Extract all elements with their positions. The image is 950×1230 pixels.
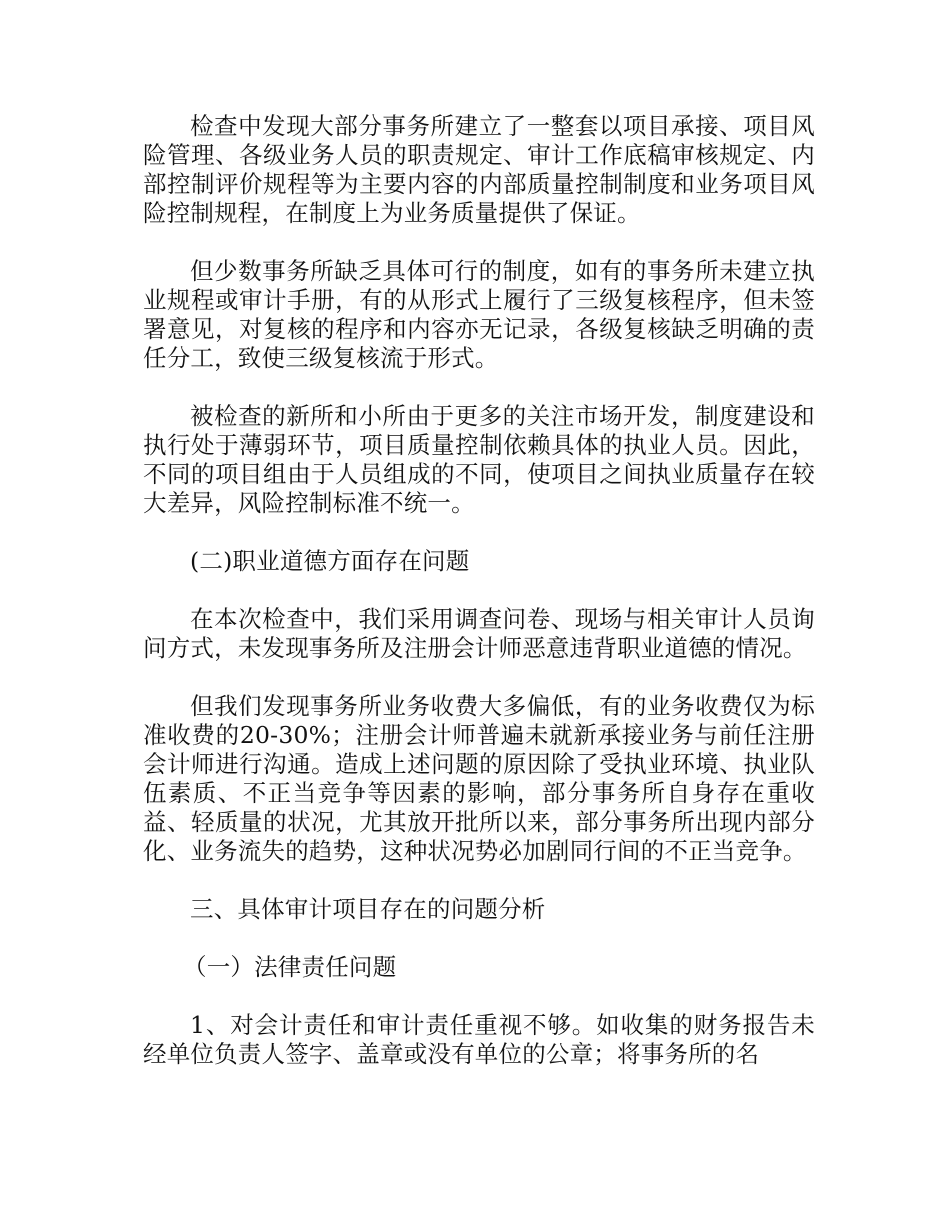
section-heading-ethics: (二)职业道德方面存在问题: [190, 547, 470, 575]
paragraph-quality-control-system: 检查中发现大部分事务所建立了一整套以项目承接、项目风险管理、各级业务人员的职责规定、审计工作底稿审核规定、内部控制评价规程等为主要内容的内部质量控制制度和业务项目风险控制规程，在制度上为业务质量提供了保证。: [143, 112, 815, 227]
subsection-heading-legal-liability: （一）法律责任问题: [183, 953, 397, 981]
section-heading-audit-issues: 三、具体审计项目存在的问题分析: [190, 895, 546, 923]
document-page: [143, 112, 815, 1098]
paragraph-survey-findings: 在本次检查中，我们采用调查问卷、现场与相关审计人员询问方式，未发现事务所及注册会计师恶意违背职业道德的情况。: [143, 605, 815, 662]
paragraph-lacking-procedures: 但少数事务所缺乏具体可行的制度，如有的事务所未建立执业规程或审计手册，有的从形式上履行了三级复核程序，但未签署意见，对复核的程序和内容亦无记录，各级复核缺乏明确的责任分工，致使三级复核流于形式。: [143, 257, 815, 372]
paragraph-new-small-firms: 被检查的新所和小所由于更多的关注市场开发，制度建设和执行处于薄弱环节，项目质量控制依赖具体的执业人员。因此，不同的项目组由于人员组成的不同，使项目之间执业质量存在较大差异，风险控制标准不统一。: [143, 402, 815, 517]
paragraph-accounting-responsibility: 1、对会计责任和审计责任重视不够。如收集的财务报告未经单位负责人签字、盖章或没有单位的公章；将事务所的名: [143, 1011, 815, 1068]
paragraph-low-fees: 但我们发现事务所业务收费大多偏低，有的业务收费仅为标准收费的20-30%；注册会计师普遍未就新承接业务与前任注册会计师进行沟通。造成上述问题的原因除了受执业环境、执业队伍素质、不正当竞争等因素的影响，部分事务所自身存在重收益、轻质量的状况，尤其放开批所以来，部分事务所出现内部分化、业务流失的趋势，这种状况势必加剧同行间的不正当竞争。: [143, 692, 815, 865]
